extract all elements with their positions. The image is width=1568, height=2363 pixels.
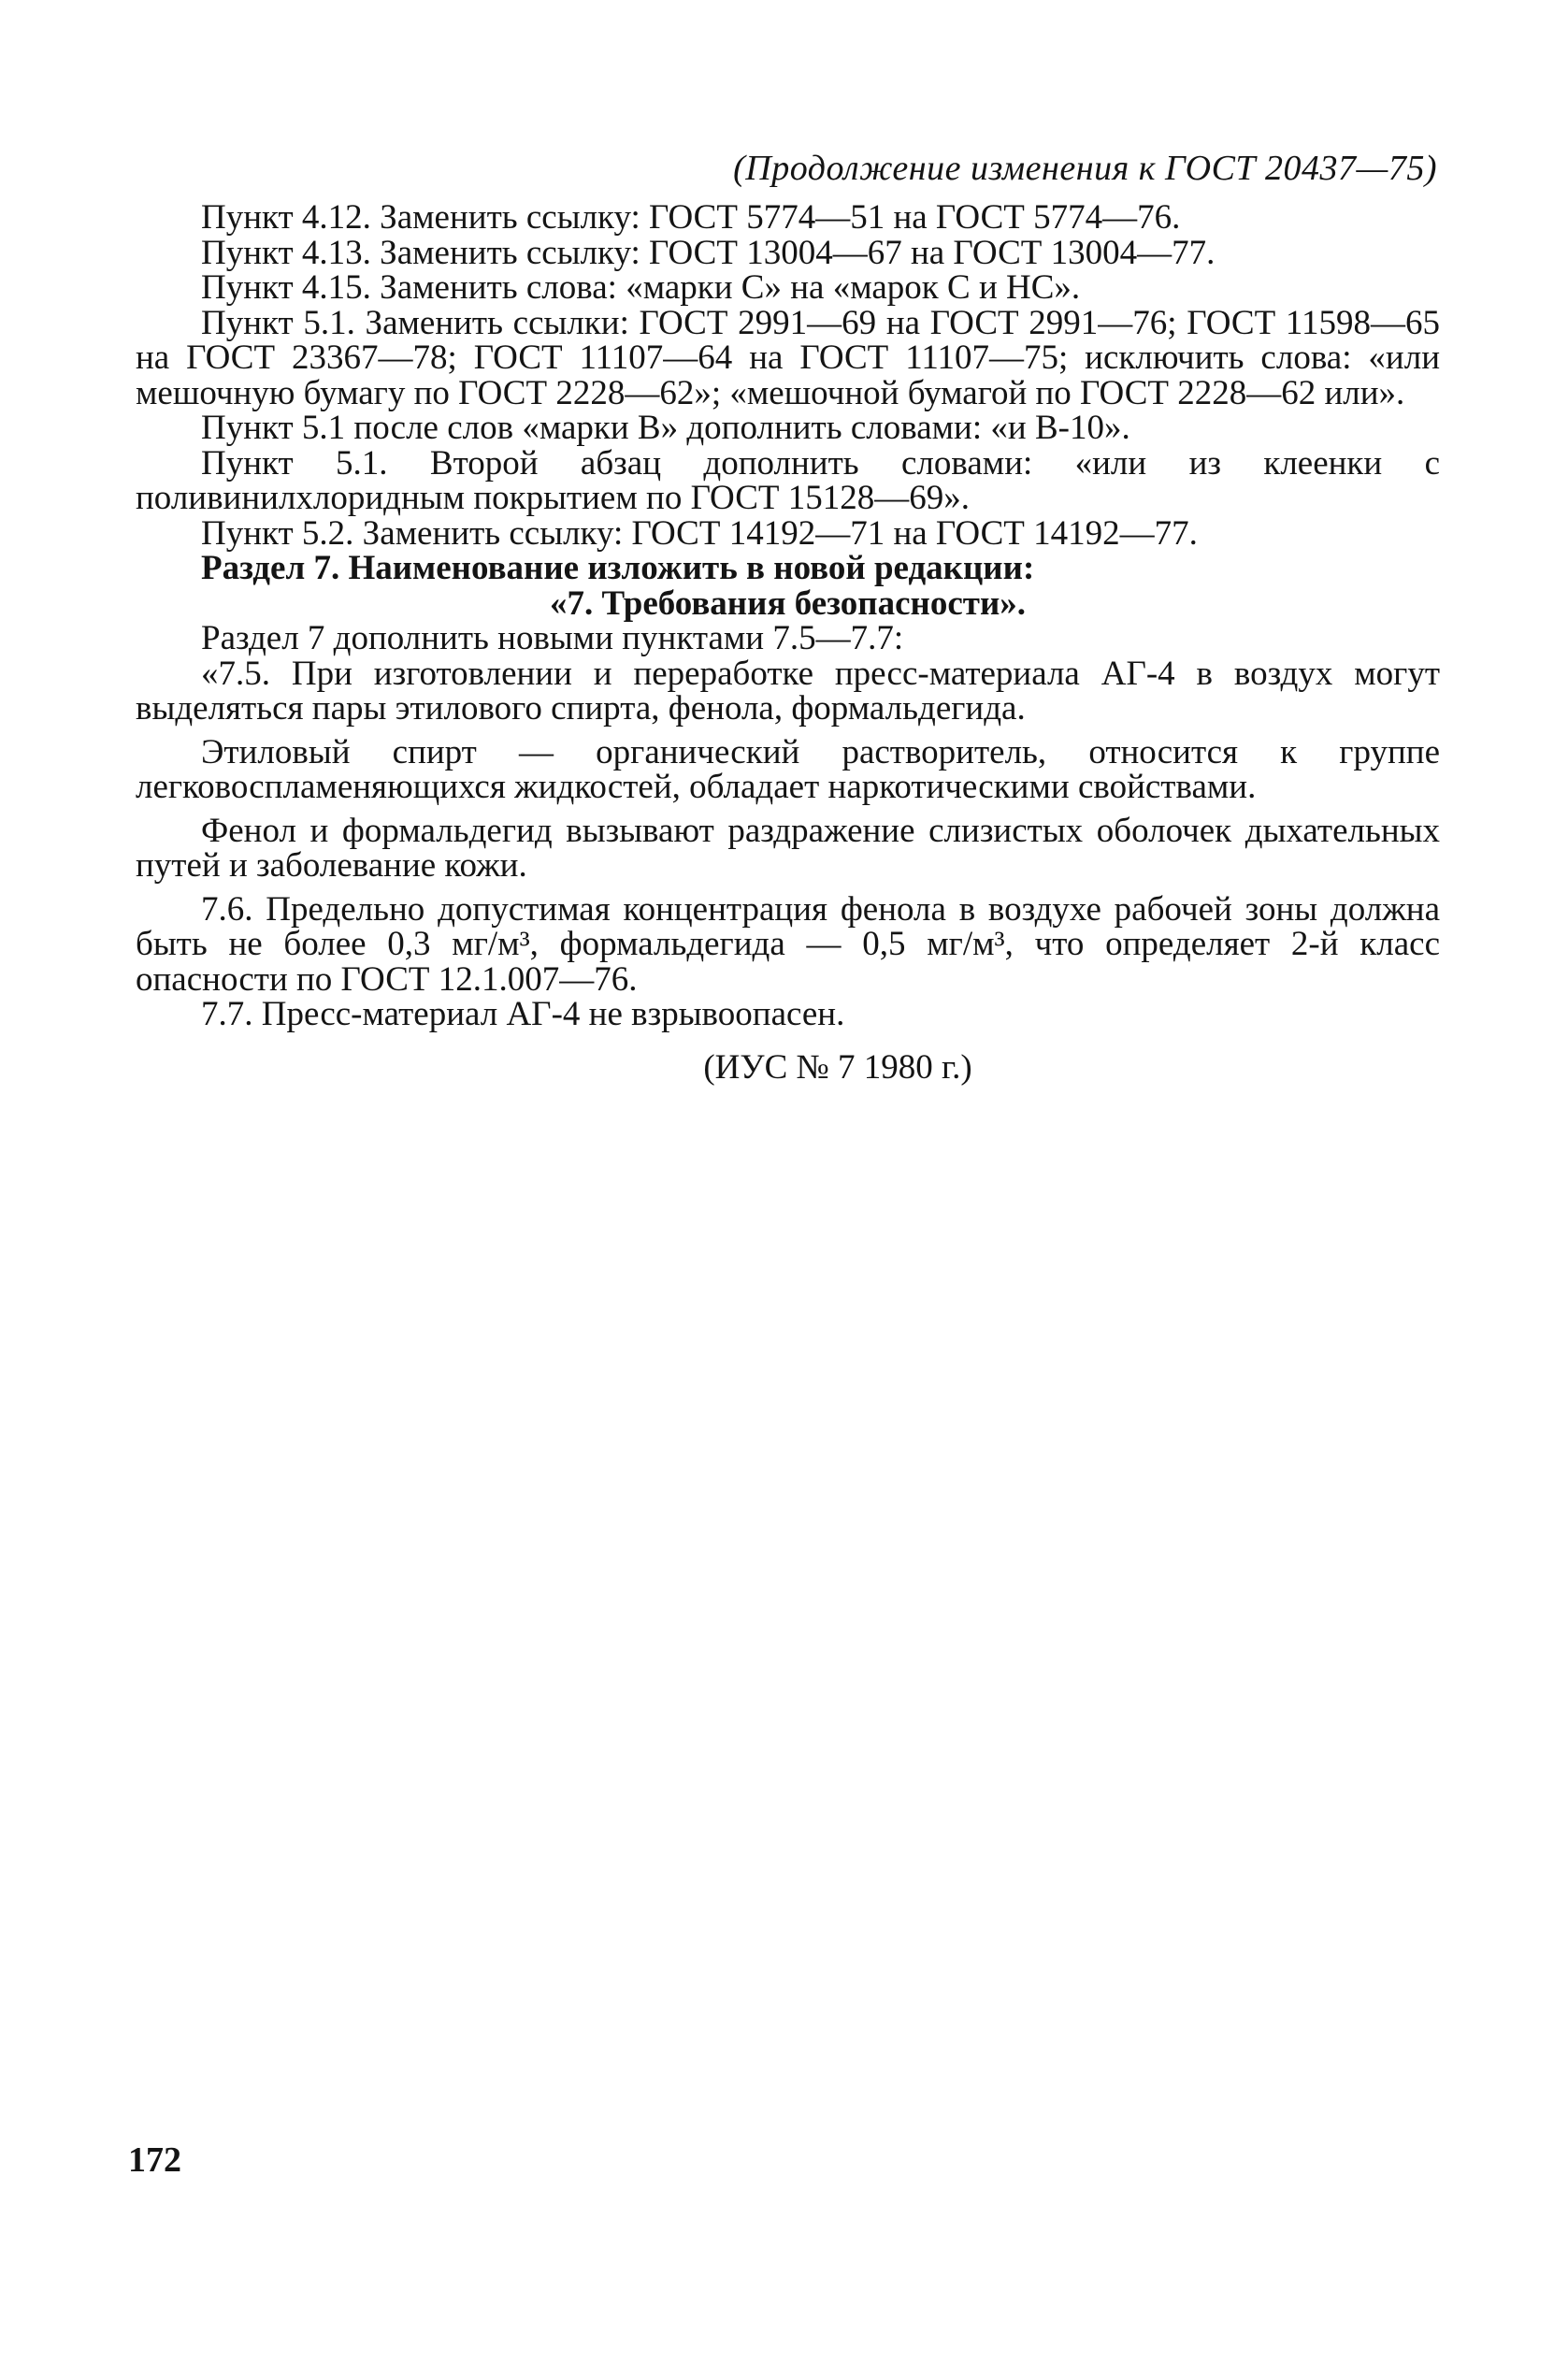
paragraph-5-1-references: Пункт 5.1. Заменить ссылки: ГОСТ 2991—69 на ГОСТ 2991—76; ГОСТ 11598—65 на ГОСТ 23367—78; ГОСТ 11107—64 на ГОСТ 11107—75; исключить слова: «или мешочную бумагу по ГОСТ 2228—62»; «мешочной бумагой по ГОСТ 2228—62 или». [136,303,1440,412]
page-number: 172 [128,2140,181,2180]
section-7-additions: Раздел 7 дополнить новыми пунктами 7.5—7.7: [201,619,904,657]
continuation-header: (Продолжение изменения к ГОСТ 20437—75) [733,149,1437,188]
paragraph-7-6: 7.6. Предельно допустимая концентрация фенола в воздухе рабочей зоны должна быть не более 0,3 мг/м³, формальдегида — 0,5 мг/м³, что определяет 2-й класс опасности по ГОСТ 12.1.007—76. [136,889,1440,999]
ius-reference: (ИУС № 7 1980 г.) [703,1048,972,1087]
paragraph-5-1-second: Пункт 5.1. Второй абзац дополнить словами: «или из клеенки с поливинилхлоридным покрытием по ГОСТ 15128—69». [136,443,1440,517]
paragraph-5-2: Пункт 5.2. Заменить ссылку: ГОСТ 14192—71 на ГОСТ 14192—77. [201,513,1198,553]
document-body [136,200,1440,1032]
paragraph-4-15: Пункт 4.15. Заменить слова: «марки С» на «марок С и НС». [201,268,1081,307]
paragraph-4-13: Пункт 4.13. Заменить ссылку: ГОСТ 13004—67 на ГОСТ 13004—77. [201,233,1216,272]
paragraph-4-12: Пункт 4.12. Заменить ссылку: ГОСТ 5774—51 на ГОСТ 5774—76. [201,198,1181,237]
paragraph-5-1-mark-b: Пункт 5.1 после слов «марки В» дополнить словами: «и В-10». [201,409,1130,447]
paragraph-phenol: Фенол и формальдегид вызывают раздражение слизистых оболочек дыхательных путей и заболевание кожи. [136,811,1440,885]
paragraph-ethyl-alcohol: Этиловый спирт — органический растворитель, относится к группе легковоспламеняющихся жидкостей, обладает наркотическими свойствами. [136,732,1440,806]
paragraph-7-5: «7.5. При изготовлении и переработке пресс-материала АГ-4 в воздух могут выделяться пары этилового спирта, фенола, формальдегида. [136,654,1440,728]
section-7-title-change: Раздел 7. Наименование изложить в новой редакции: [201,549,1035,587]
paragraph-7-7: 7.7. Пресс-материал АГ-4 не взрывоопасен. [201,995,845,1033]
section-7-new-title: «7. Требования безопасности». [549,584,1027,623]
